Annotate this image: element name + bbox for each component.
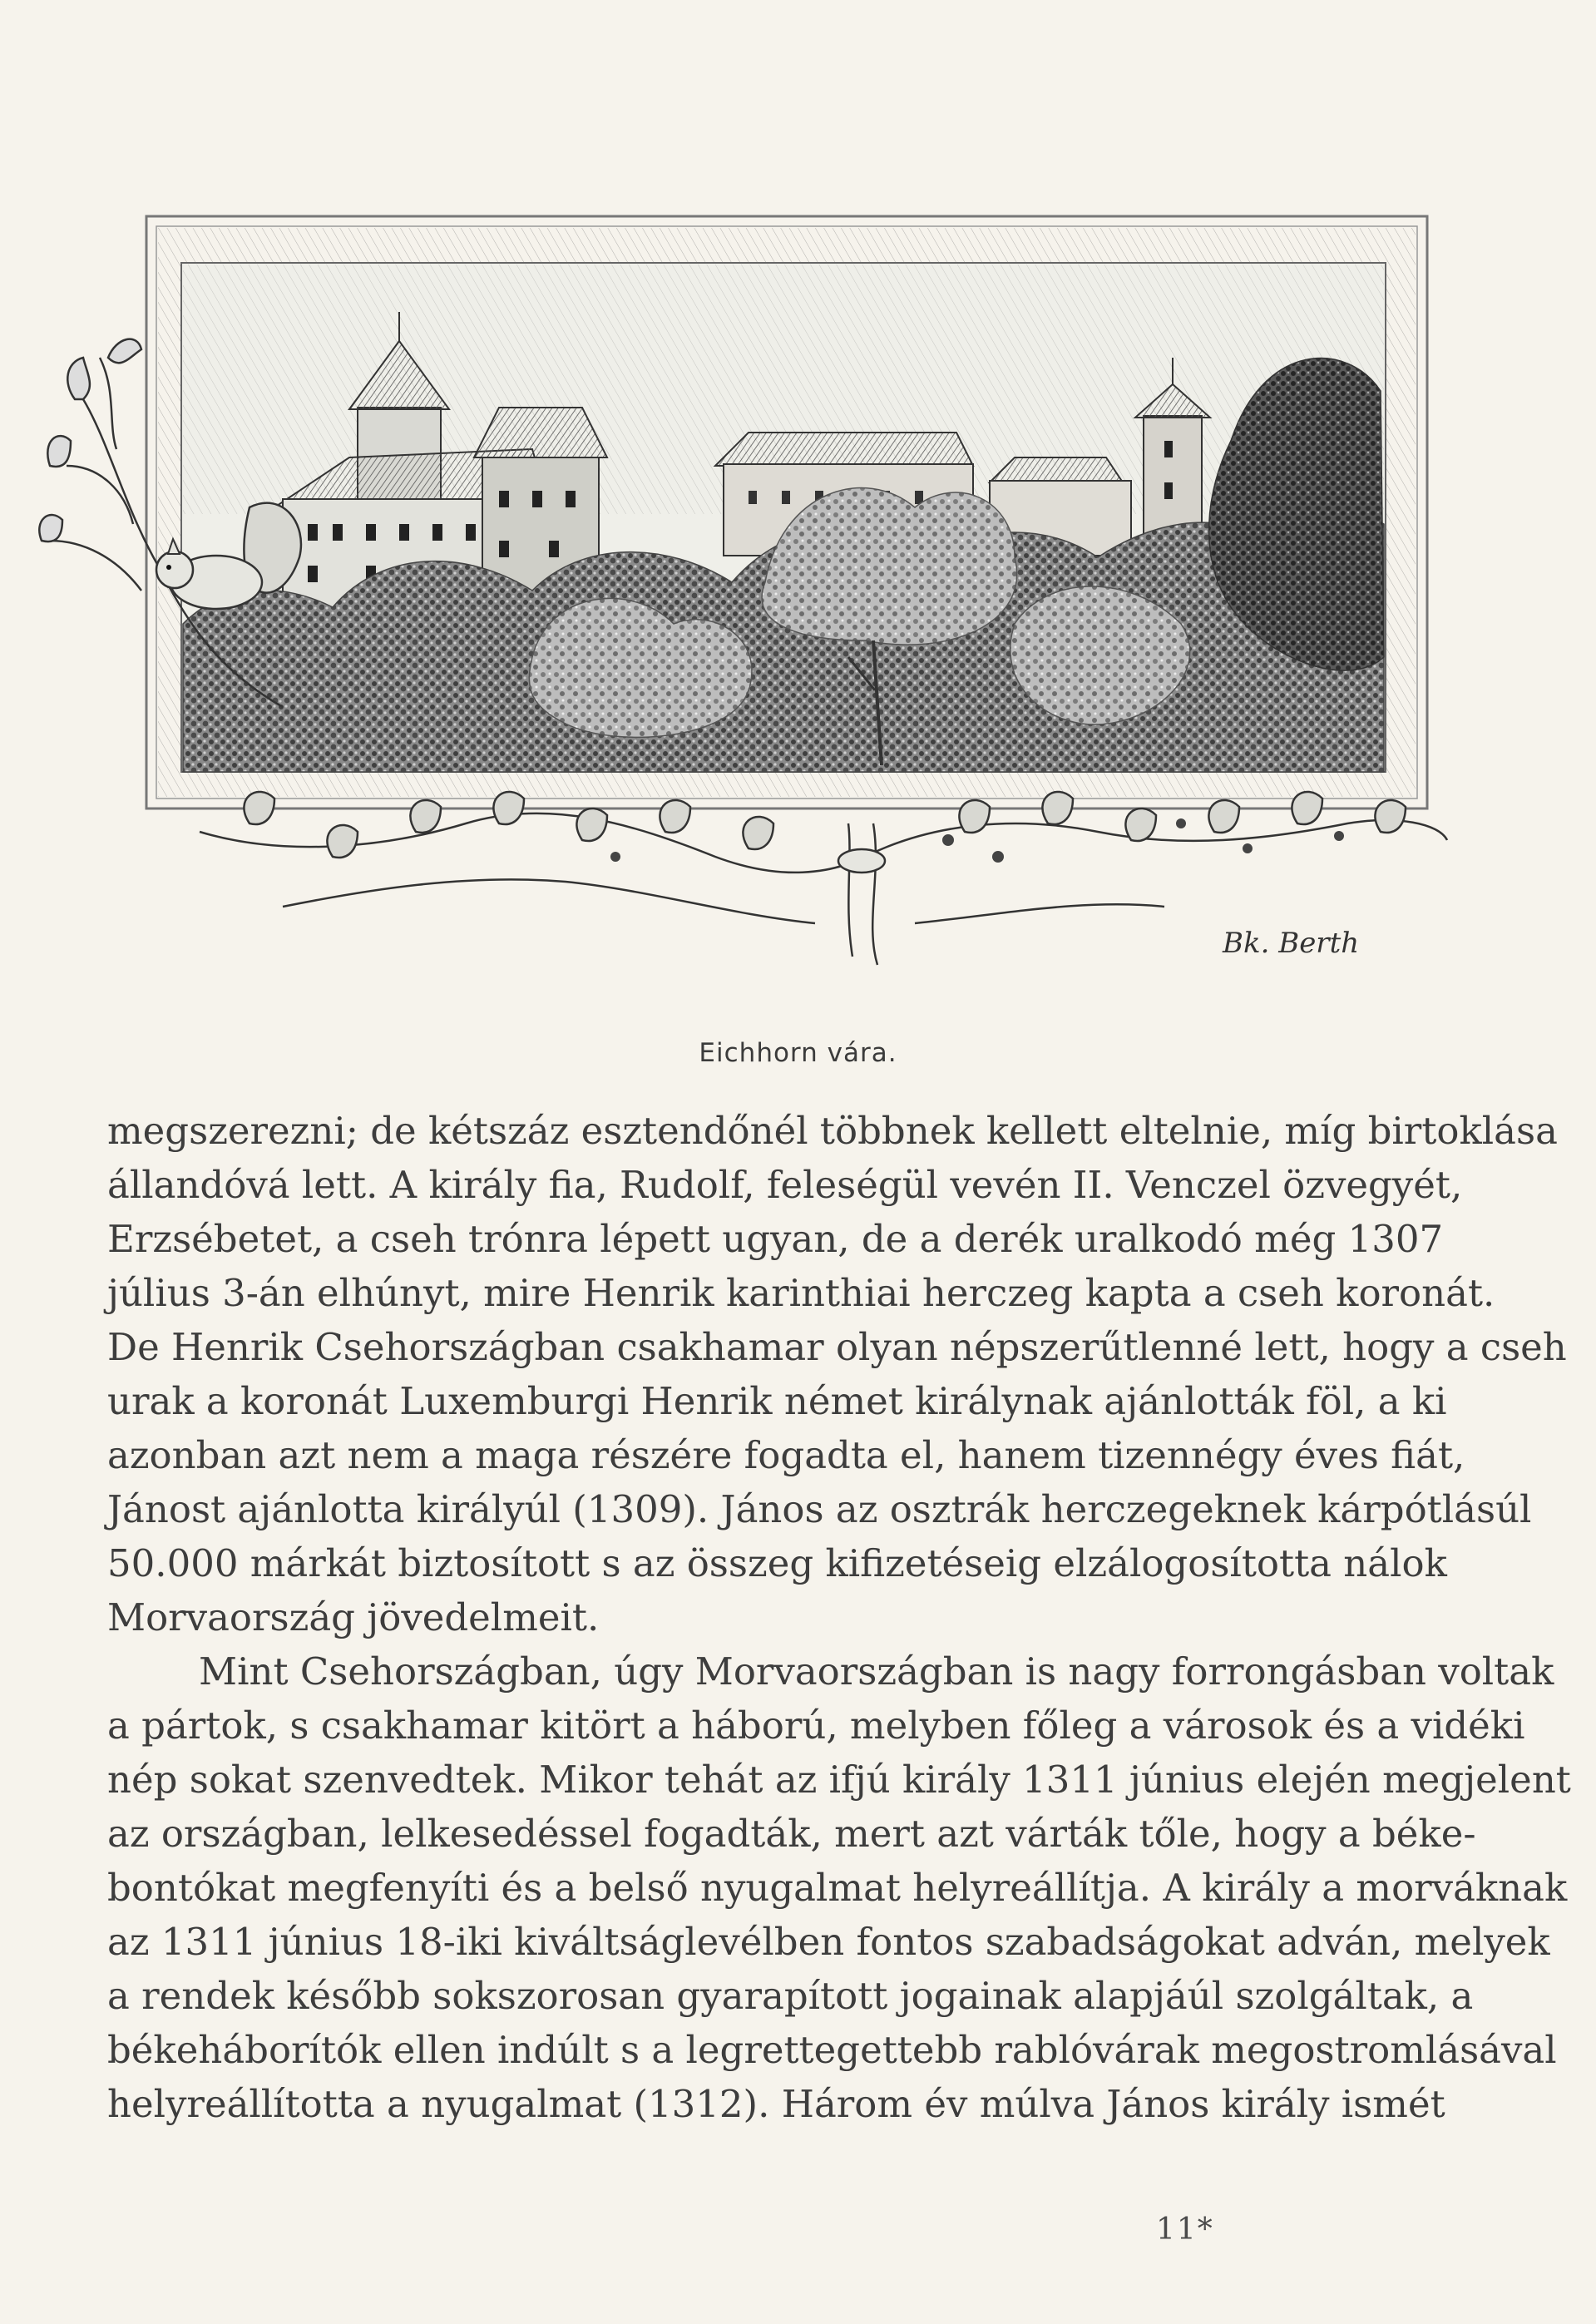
text-line: állandóvá lett. A király fia, Rudolf, feleségül vevén II. Venczel özvegyét, bbox=[107, 1163, 1463, 1207]
body-text bbox=[107, 1104, 1571, 2131]
text-line: megszerezni; de kétszáz esztendőnél többnek kellett eltelnie, míg birtoklása bbox=[107, 1109, 1558, 1153]
figure-caption: Eichhorn vára. bbox=[699, 1038, 897, 1068]
text-line: békeháborítók ellen indúlt s a legrettegettebb rablóvárak megostromlásával bbox=[107, 2028, 1557, 2072]
text-line: július 3-án elhúnyt, mire Henrik karinthiai herczeg kapta a cseh koronát. bbox=[107, 1271, 1495, 1315]
text-line: helyreállította a nyugalmat (1312). Három év múlva János király ismét bbox=[107, 2082, 1445, 2126]
engraving-svg bbox=[33, 191, 1447, 1023]
text-line: a pártok, s csakhamar kitört a háború, melyben főleg a városok és a vidéki bbox=[107, 1703, 1525, 1748]
text-line: bontókat megfenyíti és a belső nyugalmat helyreállítja. A király a morváknak bbox=[107, 1866, 1568, 1910]
paragraph-1 bbox=[107, 1104, 1567, 1644]
text-line: azonban azt nem a maga részére fogadta el, hanem tizennégy éves fiát, bbox=[107, 1433, 1465, 1477]
text-line: az 1311 június 18-iki kiváltságlevélben fontos szabadságokat adván, melyek bbox=[107, 1920, 1550, 1964]
text-line: az országban, lelkesedéssel fogadták, mert azt várták tőle, hogy a béke- bbox=[107, 1812, 1476, 1856]
illustration-eichhorn-castle bbox=[33, 191, 1447, 1023]
text-line: a rendek később sokszorosan gyarapított jogainak alapjáúl szolgáltak, a bbox=[107, 1974, 1474, 2018]
text-line: 50.000 márkát biztosított s az összeg kifizetéseig elzálogosította nálok bbox=[107, 1541, 1447, 1585]
text-line: nép sokat szenvedtek. Mikor tehát az ifjú király 1311 június elején megjelent bbox=[107, 1758, 1571, 1802]
text-line: Mint Csehországban, úgy Morvaországban is nagy forrongásban voltak bbox=[199, 1649, 1554, 1694]
text-line: Morvaország jövedelmeit. bbox=[107, 1595, 600, 1639]
page-number: 11* bbox=[1156, 2213, 1214, 2247]
text-line: urak a koronát Luxemburgi Henrik német királynak ajánlották föl, a ki bbox=[107, 1379, 1447, 1423]
paragraph-2 bbox=[107, 1644, 1571, 2131]
text-line: De Henrik Csehországban csakhamar olyan népszerűtlenné lett, hogy a cseh bbox=[107, 1325, 1567, 1369]
artist-signature: Bk. Berth bbox=[1223, 927, 1360, 960]
text-line: Jánost ajánlotta királyúl (1309). János az osztrák herczegeknek kárpótlásúl bbox=[107, 1487, 1532, 1531]
text-line: Erzsébetet, a cseh trónra lépett ugyan, de a derék uralkodó még 1307 bbox=[107, 1217, 1444, 1261]
